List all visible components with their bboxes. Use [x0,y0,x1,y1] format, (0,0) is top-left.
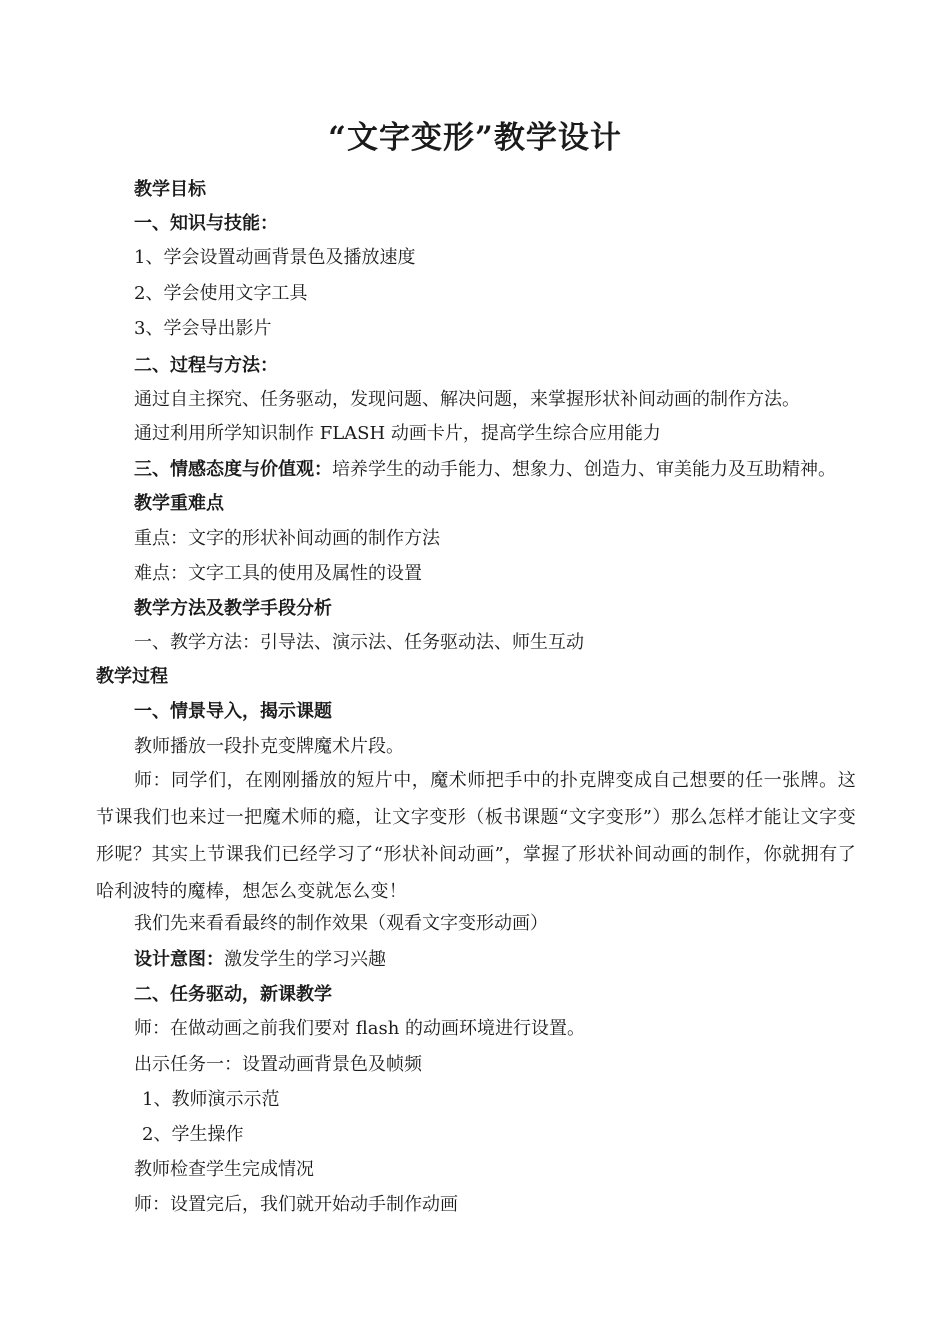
intent-line [134,948,386,972]
method-text: 一、教学方法：引导法、演示法、任务驱动法、师生互动 [134,632,584,653]
step1-line-2: 我们先来看看最终的制作效果（观看文字变形动画） [134,913,548,934]
difficult-point: 难点：文字工具的使用及属性的设置 [134,563,422,584]
step2-line-2: 出示任务一：设置动画背景色及帧频 [134,1054,422,1075]
skill-item-2: 2、学会使用文字工具 [134,283,308,304]
attitude-text: 培养学生的动手能力、想象力、创造力、审美能力及互助精神。 [332,459,836,480]
process-main-heading: 教学过程 [96,666,168,687]
step1-paragraph [96,762,856,910]
document-title: “文字变形”教学设计 [328,120,622,156]
step2-item-2: 2、学生操作 [142,1124,244,1145]
method-heading: 教学方法及教学手段分析 [134,598,332,619]
step2-line-1: 师：在做动画之前我们要对 flash 的动画环境进行设置。 [134,1018,586,1039]
process-line-2: 通过利用所学知识制作 FLASH 动画卡片，提高学生综合应用能力 [134,423,661,444]
key-point: 重点：文字的形状补间动画的制作方法 [134,528,440,549]
attitude-label: 三、情感态度与价值观： [134,459,332,480]
process-line-1: 通过自主探究、任务驱动，发现问题、解决问题，来掌握形状补间动画的制作方法。 [134,389,800,410]
step2-item-1: 1、教师演示示范 [142,1089,280,1110]
intent-text: 激发学生的学习兴趣 [224,949,386,970]
step2-line-4: 师：设置完后，我们就开始动手制作动画 [134,1194,458,1215]
process-heading: 二、过程与方法： [134,355,278,376]
skill-item-3: 3、学会导出影片 [134,318,272,339]
step2-heading: 二、任务驱动，新课教学 [134,984,332,1005]
goal-heading: 教学目标 [134,179,206,200]
step1-heading: 一、情景导入，揭示课题 [134,701,332,722]
step2-line-3: 教师检查学生完成情况 [134,1159,314,1180]
attitude-line [134,458,836,482]
intent-label: 设计意图： [134,949,224,970]
skill-item-1: 1、学会设置动画背景色及播放速度 [134,247,416,268]
key-heading: 教学重难点 [134,493,224,514]
skills-heading: 一、知识与技能： [134,213,278,234]
step1-line-1: 教师播放一段扑克变牌魔术片段。 [134,736,404,757]
step1-paragraph-text: 师：同学们，在刚刚播放的短片中，魔术师把手中的扑克牌变成自己想要的任一张牌。这节课我们也来过一把魔术师的瘾，让文字变形（板书课题“文字变形”）那么怎样才能让文字变形呢？其实上节课我们已经学习了“形状补间动画”，掌握了形状补间动画的制作，你就拥有了哈利波特的魔棒，想怎么变就怎么变！ [96,770,856,902]
